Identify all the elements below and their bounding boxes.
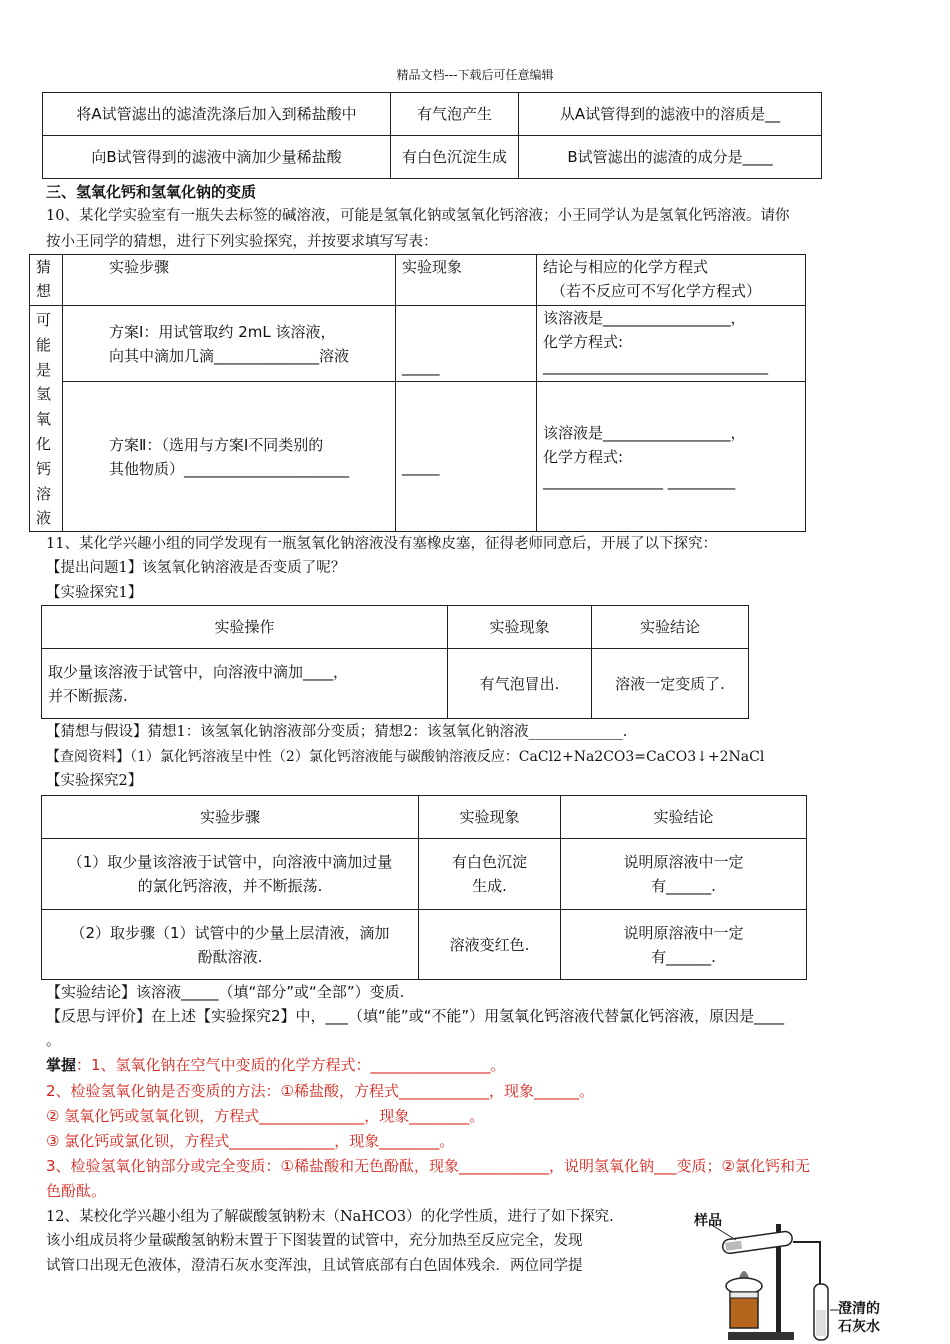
question-11-text: 【实验探究1】 (46, 585, 143, 601)
table-filter-residue (42, 92, 822, 179)
guess-cell: 可能是氢氧化钙溶液 (30, 306, 63, 532)
table-cell: 溶液变红色. (419, 910, 561, 980)
question-12-text: 试管口出现无色液体，澄清石灰水变浑浊，且试管底部有白色固体残余．两位同学提 (46, 1258, 583, 1274)
table-header: 实验结论 (592, 606, 749, 649)
question-11-text: 【提出问题1】该氢氧化钠溶液是否变质了呢？ (46, 560, 346, 576)
header-phenomenon: 实验现象 (396, 255, 537, 306)
table-header: 实验步骤 (42, 796, 419, 839)
table-cell: 有气泡冒出. (448, 649, 592, 719)
table-header: 实验操作 (42, 606, 448, 649)
master-line: 色酚酞。 (46, 1182, 107, 1200)
master-line: 2、检验氢氧化钠是否变质的方法：①稀盐酸，方程式____________，现象______。 (46, 1082, 594, 1100)
table-header: 实验现象 (448, 606, 592, 649)
conclusion-text: 【实验结论】该溶液_____（填“部分”或“全部”）变质. (46, 983, 405, 1001)
master-line: ② 氢氧化钙或氢氧化钡，方程式______________，现象________。 (46, 1107, 485, 1125)
table-cell: （1）取少量该溶液于试管中，向溶液中滴加过量 的氯化钙溶液，并不断振荡. (42, 839, 419, 910)
table-explore-1 (41, 605, 749, 719)
table-cell: 溶液一定变质了. (592, 649, 749, 719)
hypothesis-text: 【猜想与假设】猜想1：该氢氧化钠溶液部分变质；猜想2：该氢氧化钠溶液_____________. (46, 724, 628, 740)
section-title: 三、氢氧化钙和氢氧化钠的变质 (46, 183, 257, 201)
reflection-end: 。 (46, 1031, 62, 1049)
table-cell: 向B试管得到的滤液中滴加少量稀盐酸 (43, 136, 391, 179)
header-conclusion: 结论与相应的化学方程式 （若不反应可不写化学方程式） (537, 255, 806, 306)
header-guess: 猜想 (30, 255, 63, 306)
conclusion-a-cell: 该溶液是_________________， 化学方程式: ______________________________ (537, 306, 806, 382)
master-line: ③ 氯化钙或氯化钡，方程式______________，现象________。 (46, 1132, 455, 1150)
table-cell: 取少量该溶液于试管中，向溶液中滴加____， 并不断振荡. (42, 649, 448, 719)
master-line: 3、检验氢氧化钠部分或完全变质：①稀盐酸和无色酚酞，现象____________，说明氢氧化钠___变质；②氯化钙和无 (46, 1157, 810, 1175)
explore-2-title: 【实验探究2】 (46, 773, 143, 789)
question-11-text: 11、某化学兴趣小组的同学发现有一瓶氢氧化钠溶液没有塞橡皮塞，征得老师同意后，开展了以下探究： (46, 536, 717, 552)
reflection-text: 【反思与评价】在上述【实验探究2】中，___（填“能”或“不能”）用氢氧化钙溶液代替氯化钙溶液，原因是____ (46, 1007, 785, 1025)
table-q10 (29, 254, 806, 532)
table-cell: 有白色沉淀生成 (391, 136, 519, 179)
table-cell: 将A试管滤出的滤渣洗涤后加入到稀盐酸中 (43, 93, 391, 136)
table-header: 实验结论 (561, 796, 807, 839)
question-12-text: 该小组成员将少量碳酸氢钠粉末置于下图装置的试管中，充分加热至反应完全，发现 (46, 1233, 583, 1249)
table-cell: 有白色沉淀 生成. (419, 839, 561, 910)
table-cell: 说明原溶液中一定 有______. (561, 910, 807, 980)
table-cell: （2）取步骤（1）试管中的少量上层清液，滴加 酚酞溶液. (42, 910, 419, 980)
table-cell: 从A试管得到的滤液中的溶质是__ (519, 93, 822, 136)
header-steps: 实验步骤 (63, 255, 396, 306)
plan-b-cell: 方案Ⅱ：（选用与方案Ⅰ不同类别的 其他物质）______________________ (63, 382, 396, 532)
question-12-text: 12、某校化学兴趣小组为了解碳酸氢钠粉末（NaHCO3）的化学性质，进行了如下探究. (46, 1209, 614, 1225)
page-header: 精品文档---下载后可任意编辑 (396, 68, 554, 82)
label-limewater: 澄清的 石灰水 (838, 1301, 880, 1335)
label-sample: 样品 (694, 1213, 722, 1229)
conclusion-b-cell: 该溶液是_________________， 化学方程式: ________________ _________ (537, 382, 806, 532)
table-cell: B试管滤出的滤渣的成分是____ (519, 136, 822, 179)
table-cell: 说明原溶液中一定 有______. (561, 839, 807, 910)
phenomenon-cell: _____ (396, 382, 537, 532)
plan-a-cell: 方案Ⅰ：用试管取约 2mL 该溶液， 向其中滴加几滴______________溶液 (63, 306, 396, 382)
table-header: 实验现象 (419, 796, 561, 839)
table-cell: 有气泡产生 (391, 93, 519, 136)
table-explore-2 (41, 795, 807, 980)
question-10-text: 按小王同学的猜想，进行下列实验探究，并按要求填写写表： (46, 234, 438, 250)
master-line: 掌握：1、氢氧化钠在空气中变质的化学方程式：________________。 (46, 1056, 506, 1074)
reference-text: 【查阅资料】（1）氯化钙溶液呈中性（2）氯化钙溶液能与碳酸钠溶液反应：CaCl2+Na2CO3=CaCO3↓+2NaCl (46, 749, 765, 765)
phenomenon-cell: _____ (396, 306, 537, 382)
question-10-text: 10、某化学实验室有一瓶失去标签的碱溶液，可能是氢氧化钠或氢氧化钙溶液；小王同学认为是氢氧化钙溶液。请你 (46, 208, 790, 224)
